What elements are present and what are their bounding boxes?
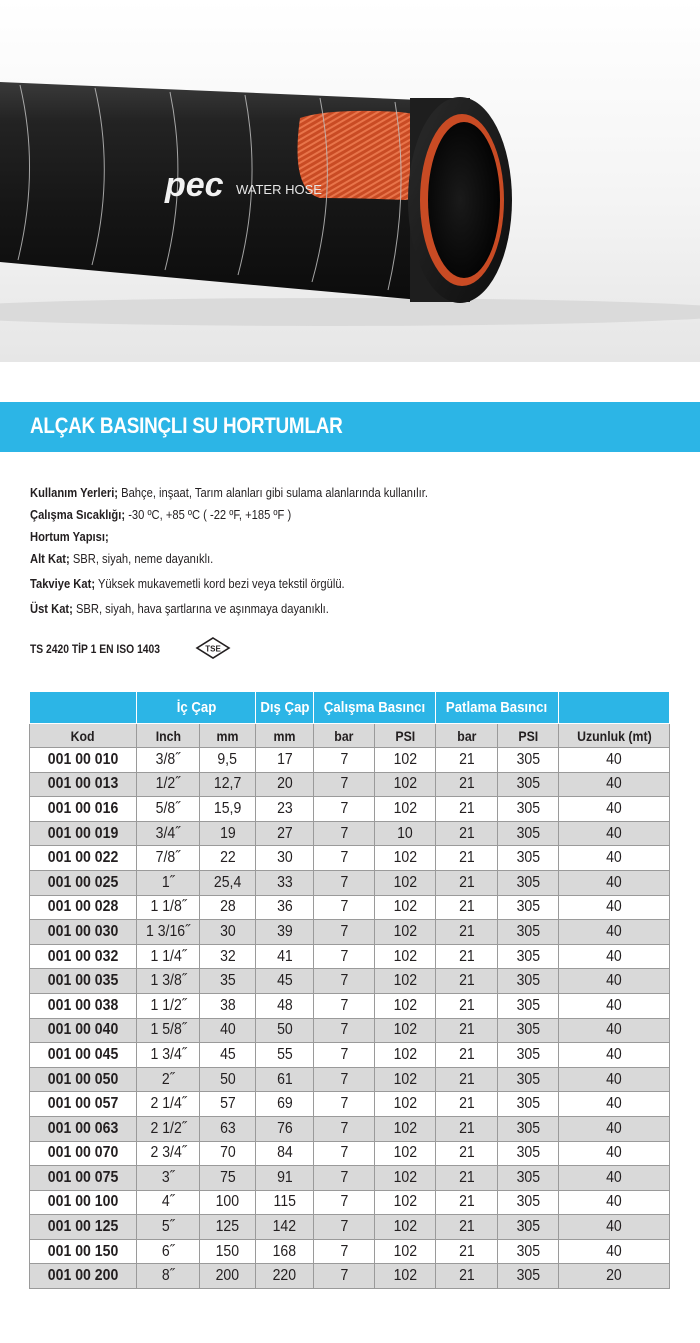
cell-burst-bar: 21 [436,870,498,895]
cell-kod: 001 00 016 [30,797,137,822]
cell-outer-mm: 50 [256,1018,314,1043]
cell-inch: 1/2˝ [137,772,200,797]
cell-outer-mm: 55 [256,1043,314,1068]
cell-outer-mm: 17 [256,748,314,773]
cell-burst-psi: 305 [498,821,559,846]
cell-working-bar: 7 [314,1239,375,1264]
cell-kod: 001 00 057 [30,1092,137,1117]
cell-inner-mm: 22 [200,846,256,871]
cell-length: 40 [559,1018,670,1043]
table-row [30,1043,670,1068]
cell-working-bar: 7 [314,1018,375,1043]
cell-working-bar: 7 [314,1092,375,1117]
cell-burst-bar: 21 [436,1239,498,1264]
cell-outer-mm: 45 [256,969,314,994]
cell-inch: 1 1/2˝ [137,993,200,1018]
table-row [30,1067,670,1092]
cell-working-bar: 7 [314,969,375,994]
group-header-burst-pressure: Patlama Basıncı [436,692,559,724]
group-header-row [30,692,670,724]
product-info [30,482,670,620]
hero-image [0,0,700,362]
table-row [30,1215,670,1240]
cell-outer-mm: 115 [256,1190,314,1215]
table-row [30,1166,670,1191]
cell-kod: 001 00 125 [30,1215,137,1240]
cell-kod: 001 00 030 [30,920,137,945]
cell-burst-psi: 305 [498,748,559,773]
cell-length: 40 [559,870,670,895]
cell-burst-psi: 305 [498,1092,559,1117]
cell-length: 40 [559,797,670,822]
cell-length: 40 [559,1043,670,1068]
cell-inch: 3/8˝ [137,748,200,773]
cell-length: 40 [559,748,670,773]
cell-burst-psi: 305 [498,1166,559,1191]
cell-inner-mm: 30 [200,920,256,945]
cell-length: 40 [559,993,670,1018]
cell-working-psi: 102 [375,846,436,871]
svg-text:TSE: TSE [205,644,221,654]
cell-kod: 001 00 200 [30,1264,137,1289]
usage-line [30,482,580,504]
cell-burst-psi: 305 [498,1239,559,1264]
table-row [30,993,670,1018]
cell-working-bar: 7 [314,1166,375,1191]
group-header-empty [30,692,137,724]
cell-inch: 2 1/2˝ [137,1116,200,1141]
cell-burst-psi: 305 [498,993,559,1018]
cell-inner-mm: 200 [200,1264,256,1289]
cell-burst-bar: 21 [436,1043,498,1068]
table-row [30,772,670,797]
cell-burst-psi: 305 [498,797,559,822]
cell-working-bar: 7 [314,1264,375,1289]
cell-working-psi: 102 [375,1018,436,1043]
cell-burst-bar: 21 [436,969,498,994]
inner-layer-line [30,548,580,570]
cell-burst-psi: 305 [498,1018,559,1043]
cell-burst-bar: 21 [436,1141,498,1166]
cell-burst-bar: 21 [436,846,498,871]
cell-outer-mm: 69 [256,1092,314,1117]
cell-inch: 1 1/4˝ [137,944,200,969]
cell-working-bar: 7 [314,1116,375,1141]
cell-working-bar: 7 [314,797,375,822]
tse-logo-icon [195,636,231,660]
cell-working-psi: 102 [375,797,436,822]
cell-inch: 1 3/16˝ [137,920,200,945]
cell-outer-mm: 33 [256,870,314,895]
cell-working-psi: 10 [375,821,436,846]
cell-length: 40 [559,1067,670,1092]
cell-burst-bar: 21 [436,748,498,773]
column-header-burst-bar: bar [436,724,498,748]
cell-burst-bar: 21 [436,1264,498,1289]
cell-outer-mm: 41 [256,944,314,969]
table-row [30,1018,670,1043]
cell-kod: 001 00 150 [30,1239,137,1264]
cell-burst-psi: 305 [498,1215,559,1240]
table-row [30,1190,670,1215]
cell-kod: 001 00 028 [30,895,137,920]
cell-burst-psi: 305 [498,895,559,920]
table-row [30,1264,670,1289]
column-header-working-bar: bar [314,724,375,748]
cell-burst-psi: 305 [498,1141,559,1166]
table-row [30,895,670,920]
column-header-burst-psi: PSI [498,724,559,748]
column-header-inch: Inch [137,724,200,748]
cell-working-bar: 7 [314,772,375,797]
cell-outer-mm: 23 [256,797,314,822]
cell-burst-bar: 21 [436,1166,498,1191]
cell-inch: 1 5/8˝ [137,1018,200,1043]
standard-text: TS 2420 TİP 1 EN ISO 1403 [30,642,161,656]
group-header-working-pressure: Çalışma Basıncı [314,692,436,724]
table-row [30,1092,670,1117]
cell-burst-bar: 21 [436,1190,498,1215]
table-row [30,969,670,994]
outer-layer-line [30,598,580,620]
cell-kod: 001 00 045 [30,1043,137,1068]
cell-inch: 4˝ [137,1190,200,1215]
cell-burst-bar: 21 [436,1215,498,1240]
cell-outer-mm: 61 [256,1067,314,1092]
structure-label: Hortum Yapısı; [30,529,109,544]
cell-outer-mm: 36 [256,895,314,920]
cell-working-bar: 7 [314,870,375,895]
cell-inner-mm: 9,5 [200,748,256,773]
cell-burst-bar: 21 [436,1092,498,1117]
cell-working-psi: 102 [375,870,436,895]
cell-kod: 001 00 013 [30,772,137,797]
cell-inner-mm: 15,9 [200,797,256,822]
table-row [30,748,670,773]
reinforcement-text: Yüksek mukavemetli kord bezi veya tekstil örgülü. [95,576,345,591]
cell-kod: 001 00 040 [30,1018,137,1043]
cell-outer-mm: 20 [256,772,314,797]
cell-burst-psi: 305 [498,969,559,994]
cell-outer-mm: 30 [256,846,314,871]
cell-length: 40 [559,969,670,994]
water-hose-illustration [0,0,700,362]
cell-working-bar: 7 [314,1215,375,1240]
cell-inner-mm: 50 [200,1067,256,1092]
usage-label: Kullanım Yerleri; [30,485,119,500]
cell-working-bar: 7 [314,920,375,945]
cell-working-psi: 102 [375,1166,436,1191]
cell-inch: 1 3/8˝ [137,969,200,994]
cell-length: 40 [559,1190,670,1215]
cell-kod: 001 00 019 [30,821,137,846]
cell-outer-mm: 84 [256,1141,314,1166]
cell-working-psi: 102 [375,969,436,994]
table-row [30,1116,670,1141]
cell-inner-mm: 32 [200,944,256,969]
cell-working-psi: 102 [375,1067,436,1092]
structure-line [30,526,580,548]
cell-length: 40 [559,1116,670,1141]
cell-inch: 5/8˝ [137,797,200,822]
cell-working-psi: 102 [375,1215,436,1240]
cell-working-psi: 102 [375,1043,436,1068]
group-header-inner-diameter: İç Çap [137,692,256,724]
cell-length: 40 [559,1092,670,1117]
hose-spec-table [29,691,670,1289]
cell-inner-mm: 75 [200,1166,256,1191]
table-row [30,797,670,822]
cell-working-bar: 7 [314,821,375,846]
cell-burst-bar: 21 [436,1067,498,1092]
cell-burst-psi: 305 [498,920,559,945]
page-title: ALÇAK BASINÇLI SU HORTUMLAR [30,413,343,438]
cell-burst-bar: 21 [436,1116,498,1141]
cell-length: 40 [559,920,670,945]
cell-inch: 3/4˝ [137,821,200,846]
group-header-outer-diameter: Dış Çap [256,692,314,724]
cell-length: 40 [559,846,670,871]
cell-kod: 001 00 063 [30,1116,137,1141]
cell-working-psi: 102 [375,944,436,969]
cell-length: 40 [559,821,670,846]
temperature-line [30,504,580,526]
cell-inner-mm: 12,7 [200,772,256,797]
cell-inch: 2˝ [137,1067,200,1092]
cell-working-psi: 102 [375,895,436,920]
cell-burst-psi: 305 [498,1116,559,1141]
cell-inner-mm: 40 [200,1018,256,1043]
cell-working-bar: 7 [314,1043,375,1068]
cell-inch: 6˝ [137,1239,200,1264]
cell-working-psi: 102 [375,1264,436,1289]
reinforcement-label: Takviye Kat; [30,576,96,591]
table-row [30,944,670,969]
cell-inch: 5˝ [137,1215,200,1240]
cell-burst-psi: 305 [498,772,559,797]
cell-outer-mm: 48 [256,993,314,1018]
table-row [30,1239,670,1264]
cell-kod: 001 00 038 [30,993,137,1018]
cell-burst-bar: 21 [436,944,498,969]
cell-working-bar: 7 [314,846,375,871]
cell-burst-psi: 305 [498,1043,559,1068]
cell-length: 40 [559,1141,670,1166]
cell-working-bar: 7 [314,1067,375,1092]
cell-kod: 001 00 035 [30,969,137,994]
table-row [30,1141,670,1166]
cell-inner-mm: 125 [200,1215,256,1240]
cell-outer-mm: 220 [256,1264,314,1289]
cell-inner-mm: 45 [200,1043,256,1068]
cell-working-psi: 102 [375,748,436,773]
cell-length: 40 [559,1215,670,1240]
table-row [30,920,670,945]
cell-length: 40 [559,772,670,797]
cell-outer-mm: 91 [256,1166,314,1191]
table-body [30,748,670,1289]
cell-kod: 001 00 022 [30,846,137,871]
column-header-length: Uzunluk (mt) [559,724,670,748]
column-header-kod: Kod [30,724,137,748]
cell-burst-bar: 21 [436,772,498,797]
cell-burst-psi: 305 [498,944,559,969]
cell-inner-mm: 28 [200,895,256,920]
cell-kod: 001 00 032 [30,944,137,969]
cell-burst-bar: 21 [436,895,498,920]
standard-line [30,638,181,660]
cell-burst-psi: 305 [498,1067,559,1092]
cell-burst-bar: 21 [436,993,498,1018]
brand-logo: pec [165,166,224,204]
column-header-row [30,724,670,748]
product-label: WATER HOSE [236,182,322,197]
cell-length: 40 [559,1239,670,1264]
group-header-empty-end [559,692,670,724]
cell-kod: 001 00 100 [30,1190,137,1215]
column-header-inner-mm: mm [200,724,256,748]
cell-inch: 7/8˝ [137,846,200,871]
cell-inch: 3˝ [137,1166,200,1191]
cell-burst-psi: 305 [498,846,559,871]
cell-working-bar: 7 [314,748,375,773]
cell-inner-mm: 150 [200,1239,256,1264]
cell-inch: 2 1/4˝ [137,1092,200,1117]
cell-burst-bar: 21 [436,821,498,846]
table-row [30,821,670,846]
cell-inch: 2 3/4˝ [137,1141,200,1166]
cell-burst-psi: 305 [498,1264,559,1289]
cell-burst-bar: 21 [436,797,498,822]
cell-kod: 001 00 070 [30,1141,137,1166]
cell-working-bar: 7 [314,993,375,1018]
cell-burst-bar: 21 [436,920,498,945]
cell-inner-mm: 38 [200,993,256,1018]
cell-working-psi: 102 [375,1141,436,1166]
cell-inch: 1 1/8˝ [137,895,200,920]
cell-outer-mm: 168 [256,1239,314,1264]
cell-working-psi: 102 [375,1092,436,1117]
cell-inner-mm: 25,4 [200,870,256,895]
cell-working-psi: 102 [375,772,436,797]
usage-text: Bahçe, inşaat, Tarım alanları gibi sulama alanlarında kullanılır. [118,485,428,500]
table-row [30,870,670,895]
temperature-text: -30 ºC, +85 ºC ( -22 ºF, +185 ºF ) [125,507,292,522]
cell-outer-mm: 142 [256,1215,314,1240]
table-row [30,846,670,871]
cell-burst-bar: 21 [436,1018,498,1043]
cell-working-psi: 102 [375,920,436,945]
cell-inner-mm: 35 [200,969,256,994]
cell-working-bar: 7 [314,895,375,920]
cell-working-psi: 102 [375,1116,436,1141]
section-title-bar [0,402,700,452]
cell-inch: 1 3/4˝ [137,1043,200,1068]
cell-length: 20 [559,1264,670,1289]
cell-working-psi: 102 [375,1190,436,1215]
cell-outer-mm: 76 [256,1116,314,1141]
outer-layer-text: SBR, siyah, hava şartlarına ve aşınmaya dayanıklı. [72,601,329,616]
column-header-working-psi: PSI [375,724,436,748]
inner-layer-label: Alt Kat; [30,551,70,566]
outer-layer-label: Üst Kat; [30,601,73,616]
cell-inner-mm: 57 [200,1092,256,1117]
column-header-outer-mm: mm [256,724,314,748]
cell-working-bar: 7 [314,1141,375,1166]
cell-inner-mm: 100 [200,1190,256,1215]
reinforcement-line [30,573,580,595]
cell-outer-mm: 27 [256,821,314,846]
cell-length: 40 [559,895,670,920]
cell-burst-psi: 305 [498,1190,559,1215]
cell-inch: 8˝ [137,1264,200,1289]
cell-length: 40 [559,944,670,969]
cell-outer-mm: 39 [256,920,314,945]
cell-working-psi: 102 [375,1239,436,1264]
cell-kod: 001 00 025 [30,870,137,895]
cell-working-bar: 7 [314,944,375,969]
cell-working-psi: 102 [375,993,436,1018]
cell-inner-mm: 63 [200,1116,256,1141]
cell-burst-psi: 305 [498,870,559,895]
cell-kod: 001 00 075 [30,1166,137,1191]
temperature-label: Çalışma Sıcaklığı; [30,507,126,522]
cell-inch: 1˝ [137,870,200,895]
cell-inner-mm: 70 [200,1141,256,1166]
cell-kod: 001 00 050 [30,1067,137,1092]
cell-inner-mm: 19 [200,821,256,846]
cell-working-bar: 7 [314,1190,375,1215]
cell-kod: 001 00 010 [30,748,137,773]
inner-layer-text: SBR, siyah, neme dayanıklı. [69,551,214,566]
cell-length: 40 [559,1166,670,1191]
